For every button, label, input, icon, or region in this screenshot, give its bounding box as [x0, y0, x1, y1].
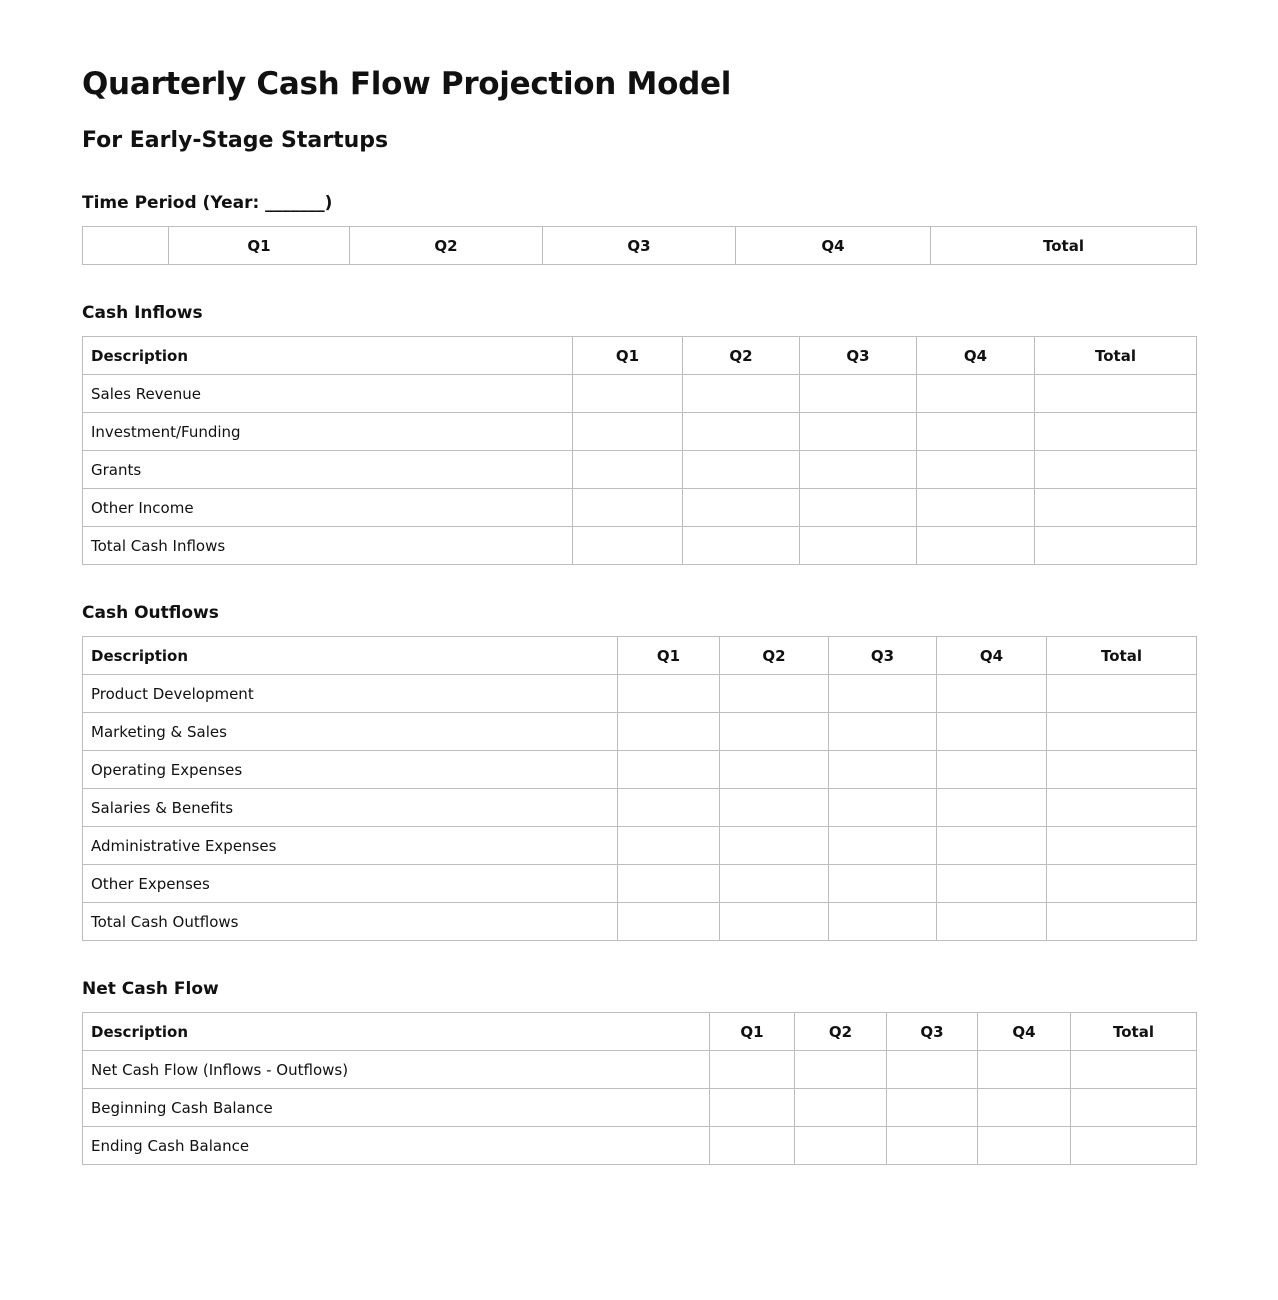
input-cell[interactable] [917, 489, 1035, 527]
input-cell[interactable] [710, 1051, 795, 1089]
table-row [83, 713, 1197, 751]
input-cell[interactable] [618, 713, 720, 751]
column-header-q3: Q3 [800, 337, 917, 375]
column-header-q1: Q1 [710, 1013, 795, 1051]
input-cell[interactable] [618, 827, 720, 865]
input-cell[interactable] [1047, 675, 1197, 713]
input-cell[interactable] [573, 413, 683, 451]
cash-inflows-heading: Cash Inflows [82, 303, 203, 323]
input-cell[interactable] [829, 675, 937, 713]
input-cell[interactable] [800, 489, 917, 527]
table-row [83, 1089, 1197, 1127]
input-cell[interactable] [1071, 1127, 1197, 1165]
input-cell[interactable] [618, 751, 720, 789]
input-cell[interactable] [1035, 489, 1197, 527]
column-header-q4: Q4 [937, 637, 1047, 675]
page-title: Quarterly Cash Flow Projection Model [82, 66, 732, 102]
row-label: Operating Expenses [83, 751, 618, 789]
table-row-total [83, 527, 1197, 565]
input-cell[interactable] [917, 413, 1035, 451]
table-row-total [83, 903, 1197, 941]
input-cell[interactable] [917, 527, 1035, 565]
input-cell[interactable] [937, 789, 1047, 827]
input-cell[interactable] [887, 1051, 978, 1089]
input-cell[interactable] [829, 827, 937, 865]
input-cell[interactable] [795, 1127, 887, 1165]
input-cell[interactable] [683, 527, 800, 565]
cash-outflows-heading: Cash Outflows [82, 603, 219, 623]
column-header-q1: Q1 [169, 227, 350, 265]
table-row [83, 865, 1197, 903]
input-cell[interactable] [1047, 865, 1197, 903]
input-cell[interactable] [573, 375, 683, 413]
table-row [83, 1127, 1197, 1165]
input-cell[interactable] [1071, 1051, 1197, 1089]
row-label: Net Cash Flow (Inflows - Outflows) [83, 1051, 710, 1089]
column-header [83, 227, 169, 265]
input-cell[interactable] [618, 865, 720, 903]
cash-inflows-table [82, 336, 1197, 565]
input-cell[interactable] [720, 751, 829, 789]
row-label: Sales Revenue [83, 375, 573, 413]
column-header-q2: Q2 [795, 1013, 887, 1051]
input-cell[interactable] [800, 451, 917, 489]
row-label: Salaries & Benefits [83, 789, 618, 827]
input-cell[interactable] [1047, 751, 1197, 789]
input-cell[interactable] [800, 375, 917, 413]
column-header-description: Description [83, 1013, 710, 1051]
input-cell[interactable] [937, 903, 1047, 941]
column-header-q3: Q3 [829, 637, 937, 675]
column-header-q3: Q3 [543, 227, 736, 265]
input-cell[interactable] [683, 375, 800, 413]
input-cell[interactable] [937, 713, 1047, 751]
input-cell[interactable] [937, 865, 1047, 903]
table-header-row [83, 637, 1197, 675]
table-row [83, 789, 1197, 827]
row-label: Other Expenses [83, 865, 618, 903]
column-header-q4: Q4 [736, 227, 931, 265]
table-row [83, 375, 1197, 413]
column-header-q4: Q4 [978, 1013, 1071, 1051]
row-label: Total Cash Outflows [83, 903, 618, 941]
input-cell[interactable] [720, 713, 829, 751]
row-label: Beginning Cash Balance [83, 1089, 710, 1127]
input-cell[interactable] [887, 1127, 978, 1165]
input-cell[interactable] [710, 1127, 795, 1165]
input-cell[interactable] [795, 1051, 887, 1089]
table-row [83, 675, 1197, 713]
row-label: Product Development [83, 675, 618, 713]
cash-outflows-table [82, 636, 1197, 941]
input-cell[interactable] [1035, 375, 1197, 413]
input-cell[interactable] [937, 675, 1047, 713]
column-header-q1: Q1 [573, 337, 683, 375]
input-cell[interactable] [573, 489, 683, 527]
input-cell[interactable] [800, 413, 917, 451]
input-cell[interactable] [618, 789, 720, 827]
input-cell[interactable] [618, 903, 720, 941]
input-cell[interactable] [720, 827, 829, 865]
time-period-table [82, 226, 1197, 265]
input-cell[interactable] [917, 375, 1035, 413]
table-row [83, 413, 1197, 451]
input-cell[interactable] [978, 1127, 1071, 1165]
input-cell[interactable] [683, 489, 800, 527]
row-label: Grants [83, 451, 573, 489]
input-cell[interactable] [573, 527, 683, 565]
column-header-total: Total [1035, 337, 1197, 375]
column-header-description: Description [83, 637, 618, 675]
column-header-q2: Q2 [720, 637, 829, 675]
table-header-row [83, 1013, 1197, 1051]
table-header-row [83, 337, 1197, 375]
input-cell[interactable] [1035, 413, 1197, 451]
column-header-q2: Q2 [683, 337, 800, 375]
row-label: Total Cash Inflows [83, 527, 573, 565]
column-header-total: Total [1047, 637, 1197, 675]
table-header-row [83, 227, 1197, 265]
table-row [83, 489, 1197, 527]
row-label: Administrative Expenses [83, 827, 618, 865]
column-header-q4: Q4 [917, 337, 1035, 375]
input-cell[interactable] [829, 903, 937, 941]
input-cell[interactable] [829, 789, 937, 827]
column-header-q1: Q1 [618, 637, 720, 675]
row-label: Investment/Funding [83, 413, 573, 451]
input-cell[interactable] [795, 1089, 887, 1127]
input-cell[interactable] [1047, 713, 1197, 751]
column-header-total: Total [1071, 1013, 1197, 1051]
table-row [83, 451, 1197, 489]
input-cell[interactable] [720, 789, 829, 827]
input-cell[interactable] [720, 865, 829, 903]
input-cell[interactable] [1047, 789, 1197, 827]
input-cell[interactable] [917, 451, 1035, 489]
input-cell[interactable] [683, 413, 800, 451]
table-row [83, 1051, 1197, 1089]
input-cell[interactable] [683, 451, 800, 489]
input-cell[interactable] [829, 751, 937, 789]
row-label: Marketing & Sales [83, 713, 618, 751]
page-subtitle: For Early-Stage Startups [82, 128, 389, 153]
input-cell[interactable] [1047, 903, 1197, 941]
row-label: Other Income [83, 489, 573, 527]
input-cell[interactable] [710, 1089, 795, 1127]
input-cell[interactable] [1035, 527, 1197, 565]
column-header-total: Total [931, 227, 1197, 265]
input-cell[interactable] [1047, 827, 1197, 865]
time-period-heading: Time Period (Year: _______) [82, 193, 333, 213]
input-cell[interactable] [1035, 451, 1197, 489]
input-cell[interactable] [978, 1051, 1071, 1089]
input-cell[interactable] [829, 865, 937, 903]
table-row [83, 751, 1197, 789]
column-header-description: Description [83, 337, 573, 375]
column-header-q3: Q3 [887, 1013, 978, 1051]
input-cell[interactable] [720, 675, 829, 713]
input-cell[interactable] [800, 527, 917, 565]
input-cell[interactable] [618, 675, 720, 713]
input-cell[interactable] [1071, 1089, 1197, 1127]
input-cell[interactable] [978, 1089, 1071, 1127]
input-cell[interactable] [887, 1089, 978, 1127]
column-header-q2: Q2 [350, 227, 543, 265]
input-cell[interactable] [829, 713, 937, 751]
input-cell[interactable] [573, 451, 683, 489]
net-cash-flow-heading: Net Cash Flow [82, 979, 219, 999]
table-row [83, 827, 1197, 865]
row-label: Ending Cash Balance [83, 1127, 710, 1165]
input-cell[interactable] [937, 751, 1047, 789]
net-cash-flow-table [82, 1012, 1197, 1165]
input-cell[interactable] [720, 903, 829, 941]
input-cell[interactable] [937, 827, 1047, 865]
